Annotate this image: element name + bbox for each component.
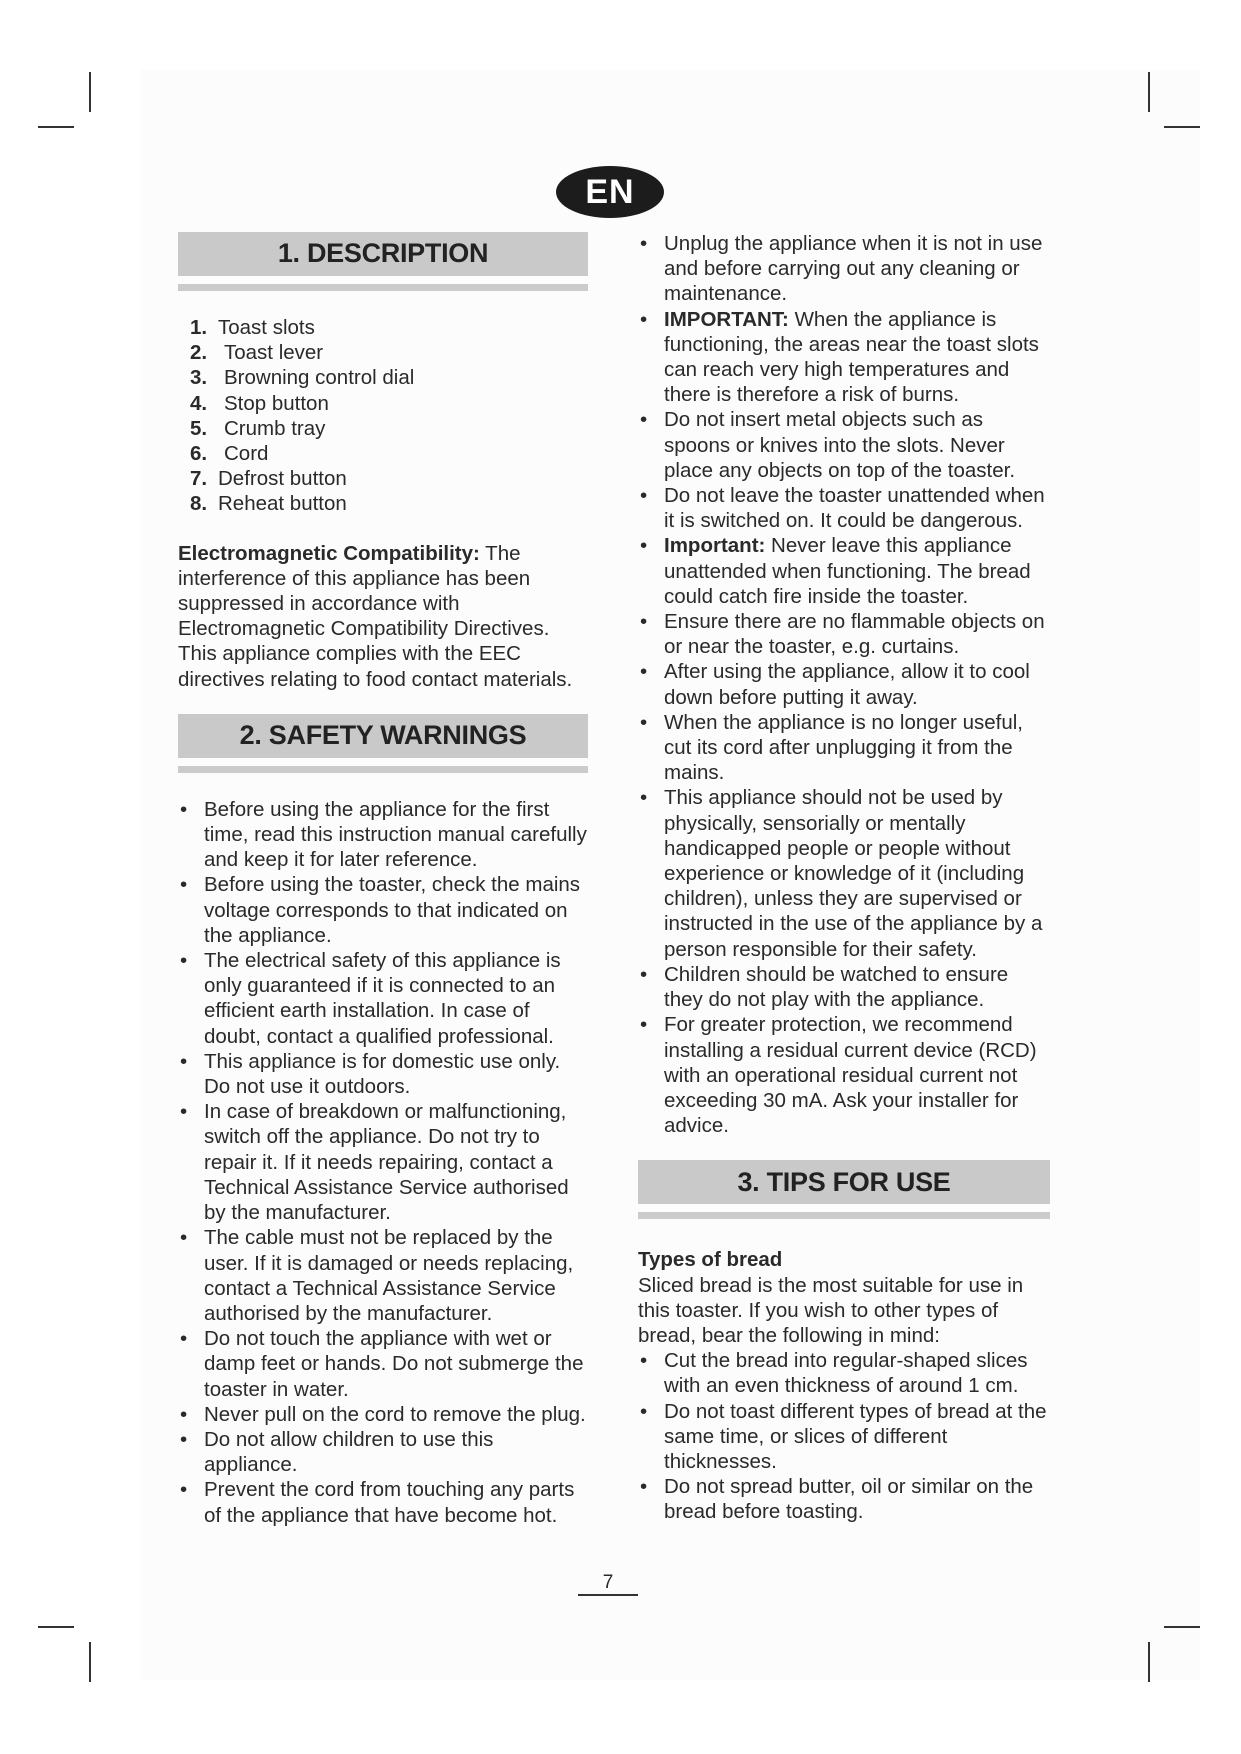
list-item: • Do not toast different types of bread at the same time, or slices of different thicknesses. bbox=[638, 1399, 1050, 1475]
list-item: • Before using the appliance for the first time, read this instruction manual carefully and keep it for later reference. bbox=[178, 797, 588, 873]
list-item: • When the appliance is no longer useful, cut its cord after unplugging it from the mains. bbox=[638, 710, 1050, 786]
safety-header: 2. SAFETY WARNINGS bbox=[178, 714, 588, 758]
crop-mark-top-right-h bbox=[1164, 126, 1200, 128]
types-of-bread-heading: Types of bread bbox=[638, 1248, 783, 1272]
section-divider bbox=[178, 284, 588, 291]
tips-header: 3. TIPS FOR USE bbox=[638, 1160, 1050, 1204]
list-item: • Unplug the appliance when it is not in use and before carrying out any cleaning or maintenance. bbox=[638, 231, 1050, 307]
list-item: 1. Toast slots bbox=[190, 316, 315, 339]
list-item: • For greater protection, we recommend installing a residual current device (RCD) with an operational residual current not exceeding 30 mA. Ask your installer for advice. bbox=[638, 1012, 1050, 1138]
list-item: • Ensure there are no flammable objects on or near the toaster, e.g. curtains. bbox=[638, 609, 1050, 659]
list-item: • Before using the toaster, check the mains voltage corresponds to that indicated on the appliance. bbox=[178, 872, 588, 948]
list-item: • Children should be watched to ensure they do not play with the appliance. bbox=[638, 962, 1050, 1012]
crop-mark-bottom-left-v bbox=[89, 1642, 91, 1682]
list-item: • Do not spread butter, oil or similar on the bread before toasting. bbox=[638, 1474, 1050, 1524]
crop-mark-bottom-left-h bbox=[38, 1626, 74, 1628]
crop-mark-bottom-right-h bbox=[1164, 1626, 1200, 1628]
list-item: • This appliance should not be used by physically, sensorially or mentally handicapped people or people without experience or knowledge of it (including children), unless they are supervised or instructed in the use of the appliance by a person responsible for their safety. bbox=[638, 785, 1050, 961]
safety-list-left bbox=[178, 797, 588, 1528]
list-item: 5. Crumb tray bbox=[190, 416, 326, 440]
tips-list bbox=[638, 1348, 1050, 1524]
list-item: 3. Browning control dial bbox=[190, 366, 415, 390]
crop-mark-top-right-v bbox=[1148, 72, 1150, 112]
list-item: • Important: Never leave this appliance unattended when functioning. The bread could catch fire inside the toaster. bbox=[638, 533, 1050, 609]
list-item: 2. Toast lever bbox=[190, 341, 324, 365]
list-item: • In case of breakdown or malfunctioning, switch off the appliance. Do not try to repair it. If it needs repairing, contact a Technical Assistance Service authorised by the manufacturer. bbox=[178, 1099, 588, 1225]
list-item: • After using the appliance, allow it to cool down before putting it away. bbox=[638, 659, 1050, 709]
list-item: • This appliance is for domestic use only. Do not use it outdoors. bbox=[178, 1049, 588, 1099]
list-item: • Never pull on the cord to remove the plug. bbox=[178, 1402, 588, 1427]
emc-lead: Electromagnetic Compatibility: bbox=[178, 541, 480, 565]
section-divider bbox=[178, 766, 588, 773]
list-item: • The electrical safety of this appliance is only guaranteed if it is connected to an efficient earth installation. In case of doubt, contact a qualified professional. bbox=[178, 948, 588, 1049]
list-item: • Do not leave the toaster unattended when it is switched on. It could be dangerous. bbox=[638, 483, 1050, 533]
language-badge: EN bbox=[556, 166, 664, 218]
list-item: 7. Defrost button bbox=[190, 467, 347, 491]
description-header: 1. DESCRIPTION bbox=[178, 232, 588, 276]
safety-list-right bbox=[638, 231, 1050, 1138]
list-item: • The cable must not be replaced by the user. If it is damaged or needs replacing, contact a Technical Assistance Service authorised by the manufacturer. bbox=[178, 1225, 588, 1326]
parts-list bbox=[190, 315, 588, 517]
emc-text: The interference of this appliance has been suppressed in accordance with Electromagnetic Compatibility Directives. This appliance complies with the EEC directives relating to food contact materials. bbox=[178, 541, 573, 691]
list-item: 4. Stop button bbox=[190, 391, 329, 415]
crop-mark-top-left-v bbox=[89, 72, 91, 112]
list-item: • Prevent the cord from touching any parts of the appliance that have become hot. bbox=[178, 1477, 588, 1527]
crop-mark-top-left-h bbox=[38, 126, 74, 128]
list-item: • IMPORTANT: When the appliance is functioning, the areas near the toast slots can reach very high temperatures and there is therefore a risk of burns. bbox=[638, 307, 1050, 408]
list-item: • Do not allow children to use this appliance. bbox=[178, 1427, 588, 1477]
list-item: 6. Cord bbox=[190, 442, 269, 466]
list-item: • Do not touch the appliance with wet or damp feet or hands. Do not submerge the toaster in water. bbox=[178, 1326, 588, 1402]
left-column bbox=[178, 232, 588, 1528]
tips-intro: Sliced bread is the most suitable for use in this toaster. If you wish to other types of bread, bear the following in mind: bbox=[638, 1273, 1024, 1347]
section-divider bbox=[638, 1212, 1050, 1219]
list-item: • Do not insert metal objects such as spoons or knives into the slots. Never place any objects on top of the toaster. bbox=[638, 407, 1050, 483]
right-column bbox=[638, 231, 1050, 1525]
emc-paragraph bbox=[178, 541, 588, 692]
list-item: 8. Reheat button bbox=[190, 492, 347, 516]
list-item: • Cut the bread into regular-shaped slices with an even thickness of around 1 cm. bbox=[638, 1348, 1050, 1398]
crop-mark-bottom-right-v bbox=[1148, 1642, 1150, 1682]
page-number: 7 bbox=[578, 1572, 638, 1596]
